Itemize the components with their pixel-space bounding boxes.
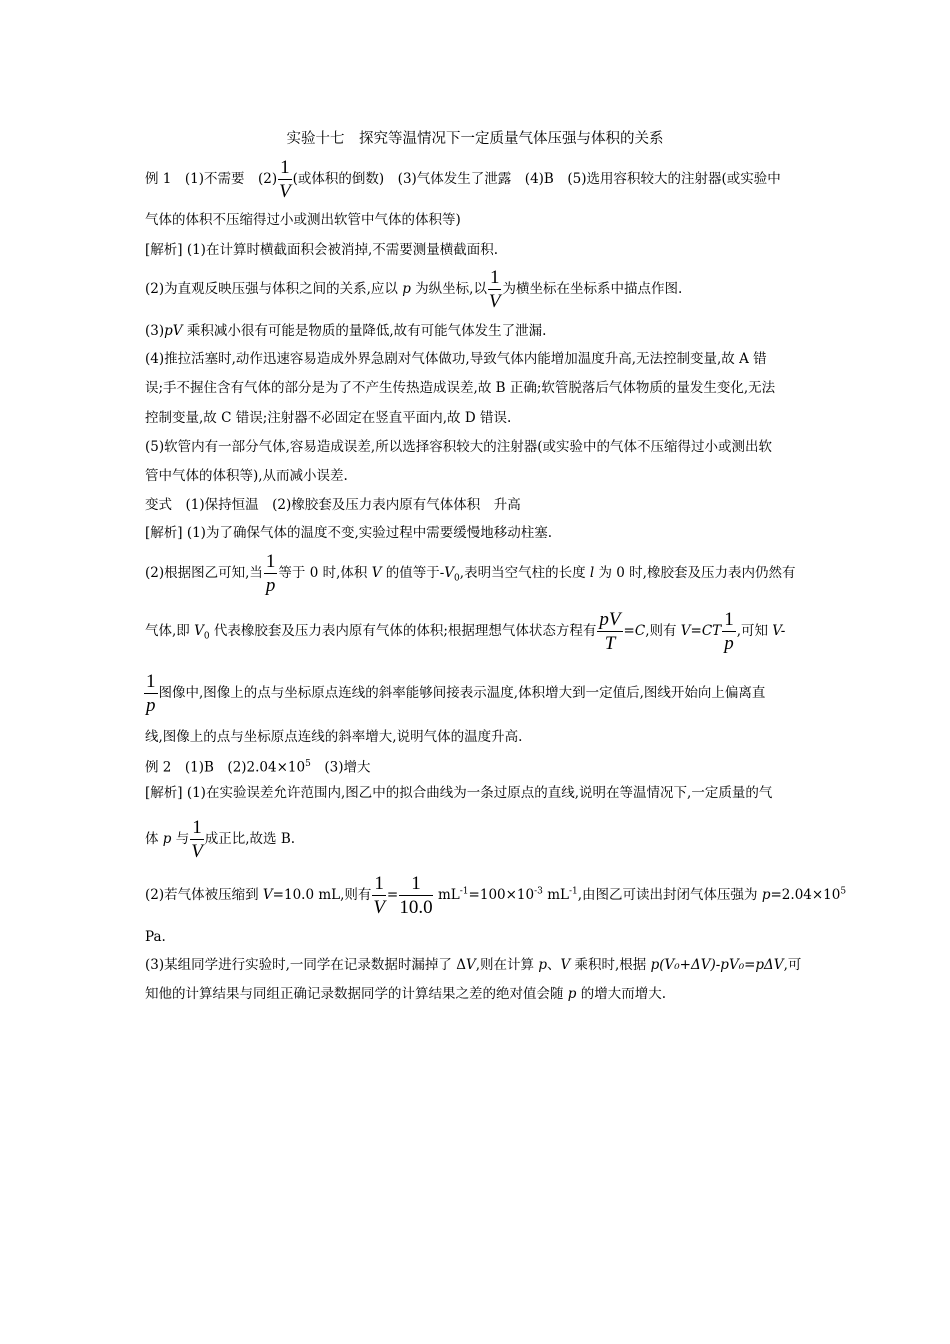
example-2-analysis-3: (3)某组同学进行实验时,一同学在记录数据时漏掉了 ΔV,则在计算 p、V 乘积时,根据 p(V₀+ΔV)-pV₀=pΔV,可 <box>145 957 802 973</box>
example-2-analysis-3-cont: 知他的计算结果与同组正确记录数据同学的计算结果之差的绝对值会随 p 的增大而增大. <box>145 986 667 1002</box>
analysis-1: [解析] (1)在计算时横截面积会被消掉,不需要测量横截面积. <box>145 242 499 258</box>
fraction-pv-over-t: $\frac{pV}{T}$ <box>599 609 621 654</box>
analysis-5-cont: 管中气体的体积等),从而减小误差. <box>145 468 348 484</box>
variant-analysis-2-cont3: 线,图像上的点与坐标原点连线的斜率增大,说明气体的温度升高. <box>145 729 523 745</box>
example-2-analysis-2: (2)若气体被压缩到 V=10.0 mL,则有 $\frac{1}{V}$ = $\frac{1}{10.0}$ $mL^{-1}=100\times 10^{-3}$ $mL^{-1}$,由图乙可读出封闭气体压强为 $p=2.04\times 10^5$ <box>145 873 847 918</box>
variant-answer: 变式 (1)保持恒温 (2)橡胶套及压力表内原有气体体积 升高 <box>145 497 521 513</box>
fraction-one-over-v: $\frac{1}{V}$ <box>373 873 385 918</box>
analysis-4-cont: 误;手不握住含有气体的部分是为了不产生传热造成误差,故 B 正确;软管脱落后气体物质的量发生变化,无法 <box>145 380 776 396</box>
analysis-5: (5)软管内有一部分气体,容易造成误差,所以选择容积较大的注射器(或实验中的气体不压缩得过小或测出软 <box>145 439 772 455</box>
analysis-4: (4)推拉活塞时,动作迅速容易造成外界急剧对气体做功,导致气体内能增加温度升高,无法控制变量,故 A 错 <box>145 351 767 367</box>
fraction-one-over-ten: $\frac{1}{10.0}$ <box>399 873 433 918</box>
fraction-one-over-p: $\frac{1}{p}$ <box>724 609 734 654</box>
fraction-one-over-v: $\frac{1}{V}$ <box>488 267 501 312</box>
variant-analysis-2-cont: 气体,即 $V_0$ 代表橡胶套及压力表内原有气体的体积;根据理想气体状态方程有 $\frac{pV}{T}$ =C,则有 V=CT $\frac{1}{p}$ ,可知 V- <box>145 609 786 654</box>
fraction-one-over-v: $\frac{1}{V}$ <box>279 157 291 202</box>
fraction-one-over-v: $\frac{1}{V}$ <box>191 817 203 862</box>
fraction-one-over-p: $\frac{1}{p}$ <box>146 671 156 716</box>
variant-analysis-1: [解析] (1)为了确保气体的温度不变,实验过程中需要缓慢地移动柱塞. <box>145 525 553 541</box>
example-1-answer: 例 1 (1)不需要 (2) $\frac{1}{V}$ (或体积的倒数) (3)气体发生了泄露 (4)B (5)选用容积较大的注射器(或实验中 <box>145 157 781 202</box>
fraction-one-over-p: $\frac{1}{p}$ <box>265 551 276 596</box>
variant-analysis-2: (2)根据图乙可知,当 $\frac{1}{p}$ 等于 0 时,体积 V 的值等于$-V_0$,表明当空气柱的长度 l 为 0 时,橡胶套及压力表内仍然有 <box>145 551 796 596</box>
variant-analysis-2-cont2: $\frac{1}{p}$ 图像中,图像上的点与坐标原点连线的斜率能够间接表示温度,体积增大到一定值后,图线开始向上偏离直 <box>146 671 766 716</box>
example-2-analysis-1-cont: 体 p 与 $\frac{1}{V}$ 成正比,故选 B. <box>145 817 296 862</box>
analysis-4-cont2: 控制变量,故 C 错误;注射器不必固定在竖直平面内,故 D 错误. <box>145 410 512 426</box>
page-title: 实验十七 探究等温情况下一定质量气体压强与体积的关系 <box>286 131 664 147</box>
example-2-answer: 例 2 (1)B $(2)2.04\times 10^5$ (3)增大 <box>145 759 371 776</box>
analysis-3: (3)pV 乘积减小很有可能是物质的量降低,故有可能气体发生了泄漏. <box>145 323 547 339</box>
example-2-analysis-2-unit: Pa. <box>145 929 166 945</box>
analysis-2: (2)为直观反映压强与体积之间的关系,应以 p 为纵坐标,以 $\frac{1}{V}$ 为横坐标在坐标系中描点作图. <box>145 267 683 312</box>
example-1-answer-cont: 气体的体积不压缩得过小或测出软管中气体的体积等) <box>145 212 461 228</box>
example-2-analysis-1: [解析] (1)在实验误差允许范围内,图乙中的拟合曲线为一条过原点的直线,说明在等温情况下,一定质量的气 <box>145 785 773 801</box>
